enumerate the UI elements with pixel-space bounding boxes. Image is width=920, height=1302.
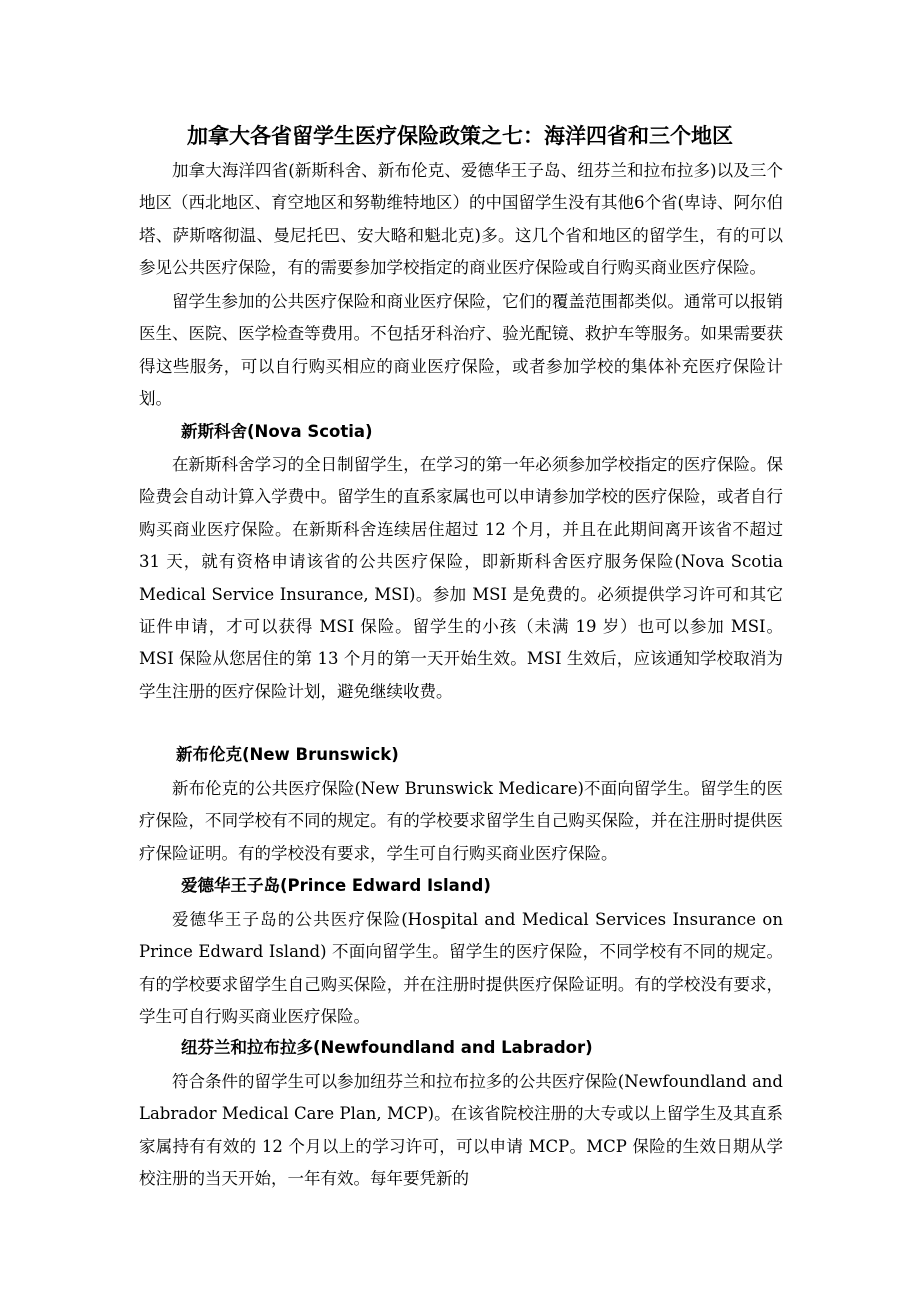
section-heading-prince-edward-island: 爱德华王子岛(Prince Edward Island) <box>181 876 491 895</box>
intro-paragraph-2: 留学生参加的公共医疗保险和商业医疗保险，它们的覆盖范围都类似。通常可以报销医生、医院、医学检查等费用。不包括牙科治疗、验光配镜、救护车等服务。如果需要获得这些服务，可以自行购买相应的商业医疗保险，或者参加学校的集体补充医疗保险计划。 <box>139 292 783 409</box>
section-heading-nova-scotia: 新斯科舍(Nova Scotia) <box>181 422 373 441</box>
section-heading-new-brunswick: 新布伦克(New Brunswick) <box>176 745 399 764</box>
intro-paragraph-1: 加拿大海洋四省(新斯科舍、新布伦克、爱德华王子岛、纽芬兰和拉布拉多)以及三个地区（西北地区、育空地区和努勒维特地区）的中国留学生没有其他6个省(卑诗、阿尔伯塔、萨斯喀彻温、曼尼托巴、安大略和魁北克)多。这几个省和地区的留学生，有的可以参见公共医疗保险，有的需要参加学校指定的商业医疗保险或自行购买商业医疗保险。 <box>139 161 783 278</box>
section-body-new-brunswick: 新布伦克的公共医疗保险(New Brunswick Medicare)不面向留学生。留学生的医疗保险，不同学校有不同的规定。有的学校要求留学生自己购买保险，并在注册时提供医疗保险证明。有的学校没有要求，学生可自行购买商业医疗保险。 <box>139 779 783 863</box>
section-body-newfoundland-labrador: 符合条件的留学生可以参加纽芬兰和拉布拉多的公共医疗保险(Newfoundland and Labrador Medical Care Plan, MCP)。在该省院校注册的大专或以上留学生及其直系家属持有有效的 12 个月以上的学习许可，可以申请 MCP。MCP 保险的生效日期从学校注册的当天开始，一年有效。每年要凭新的 <box>139 1072 783 1189</box>
section-body-nova-scotia: 在新斯科舍学习的全日制留学生，在学习的第一年必须参加学校指定的医疗保险。保险费会自动计算入学费中。留学生的直系家属也可以申请参加学校的医疗保险，或者自行购买商业医疗保险。在新斯科舍连续居住超过 12 个月，并且在此期间离开该省不超过 31 天，就有资格申请该省的公共医疗保险，即新斯科舍医疗服务保险(Nova Scotia Medical Service Insurance, MSI)。参加 MSI 是免费的。必须提供学习许可和其它证件申请，才可以获得 MSI 保险。留学生的小孩（未满 19 岁）也可以参加 MSI。MSI 保险从您居住的第 13 个月的第一天开始生效。MSI 生效后，应该通知学校取消为学生注册的医疗保险计划，避免继续收费。 <box>139 455 783 701</box>
section-body-prince-edward-island: 爱德华王子岛的公共医疗保险(Hospital and Medical Services Insurance on Prince Edward Island) 不面向留学生。留学生的医疗保险，不同学校有不同的规定。有的学校要求留学生自己购买保险，并在注册时提供医疗保险证明。有的学校没有要求，学生可自行购买商业医疗保险。 <box>139 910 783 1027</box>
section-heading-newfoundland-labrador: 纽芬兰和拉布拉多(Newfoundland and Labrador) <box>181 1038 593 1057</box>
document-title: 加拿大各省留学生医疗保险政策之七：海洋四省和三个地区 <box>187 124 733 148</box>
